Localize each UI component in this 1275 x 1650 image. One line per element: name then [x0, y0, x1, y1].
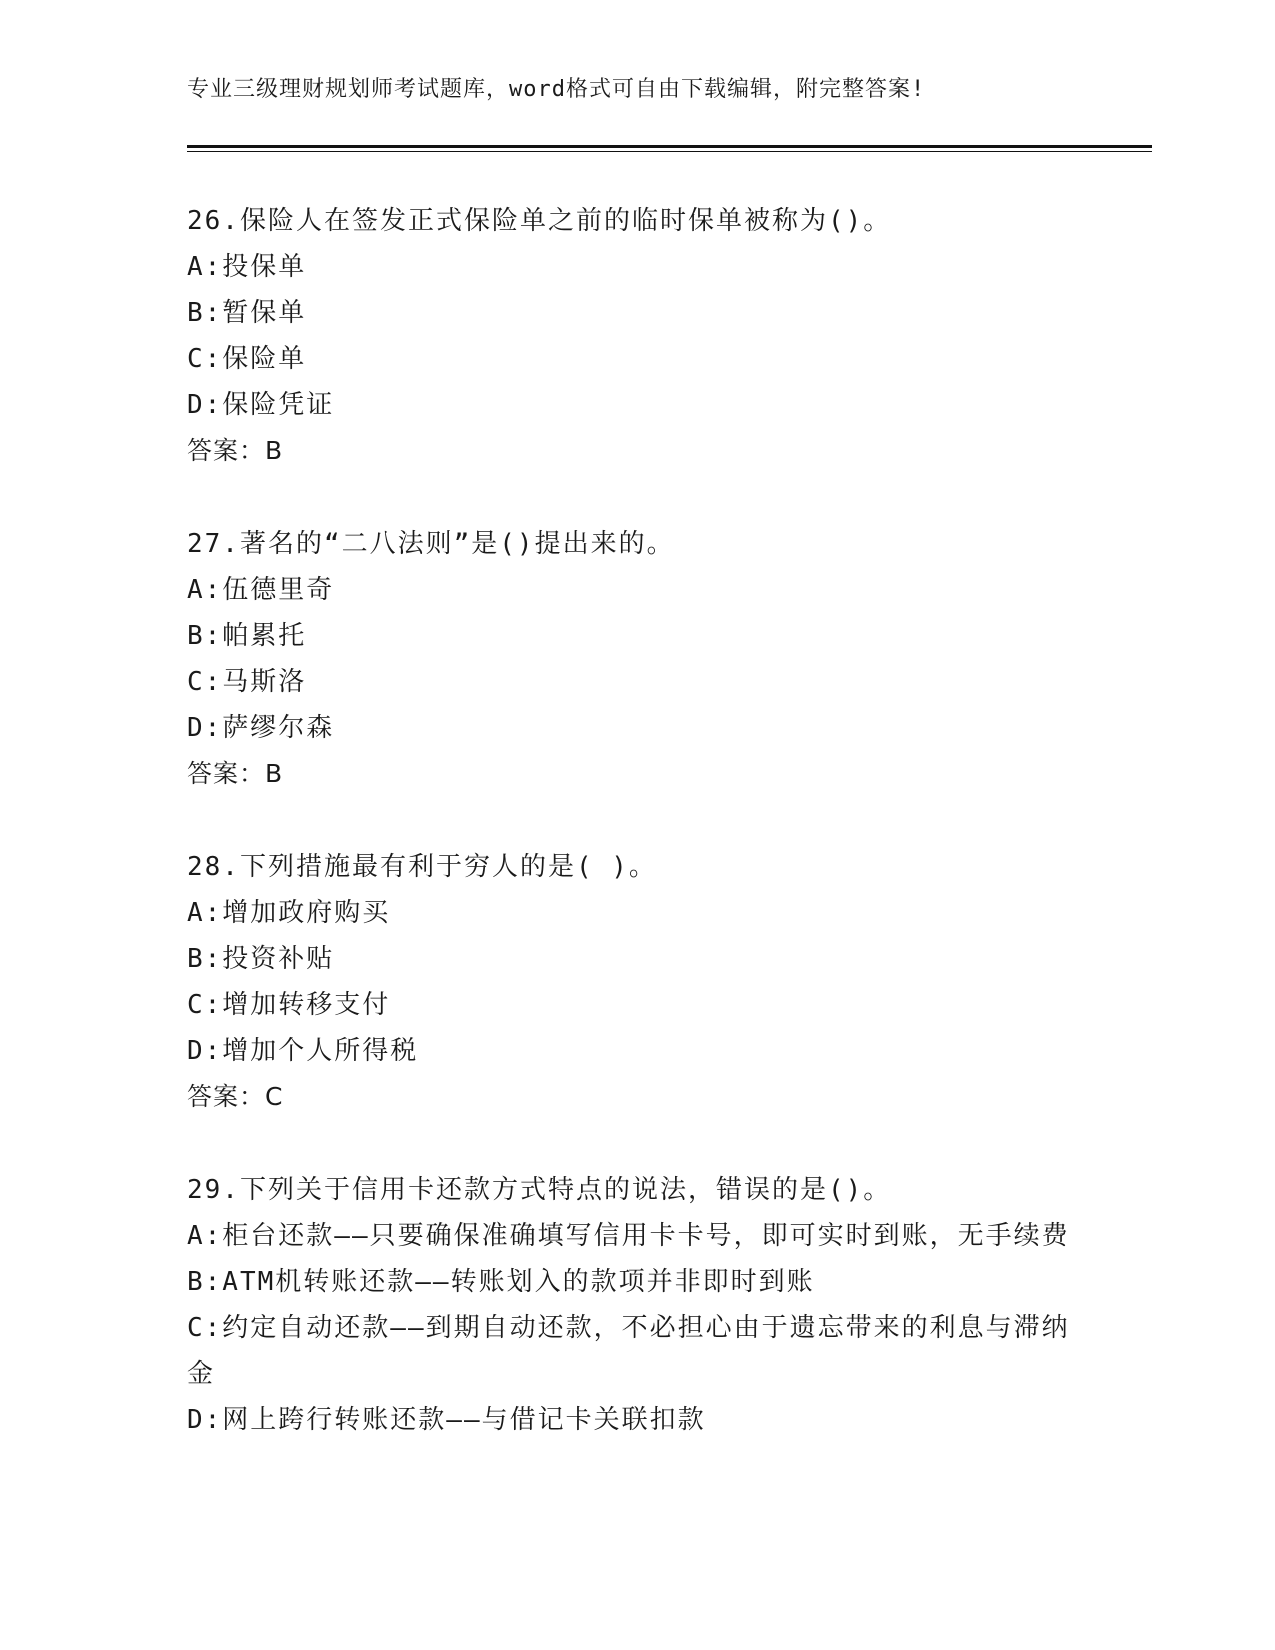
- answer: 答案：B: [187, 436, 284, 465]
- option-d: D:网上跨行转账还款——与借记卡关联扣款: [187, 1405, 706, 1435]
- option-c: C:约定自动还款——到期自动还款，不必担心由于遗忘带来的利息与滞纳金: [187, 1313, 1070, 1389]
- question-stem: 26.保险人在签发正式保险单之前的临时保单被称为()。: [187, 206, 892, 236]
- option-c: C:马斯洛: [187, 667, 307, 697]
- option-d: D:增加个人所得税: [187, 1036, 419, 1066]
- question-28: [187, 844, 1087, 1120]
- question-list: [187, 198, 1087, 1490]
- option-b: B:帕累托: [187, 621, 307, 651]
- page-header: 专业三级理财规划师考试题库，word格式可自由下载编辑，附完整答案!: [187, 77, 926, 102]
- question-stem: 27.著名的“二八法则”是()提出来的。: [187, 529, 675, 559]
- answer: 答案：B: [187, 759, 284, 788]
- question-stem: 29.下列关于信用卡还款方式特点的说法，错误的是()。: [187, 1175, 892, 1205]
- option-d: D:保险凭证: [187, 390, 335, 420]
- question-27: [187, 521, 1087, 797]
- option-d: D:萨缪尔森: [187, 713, 335, 743]
- question-stem: 28.下列措施最有利于穷人的是( )。: [187, 852, 657, 882]
- header-divider-thin: [187, 151, 1152, 152]
- option-b: B:ATM机转账还款——转账划入的款项并非即时到账: [187, 1267, 815, 1297]
- option-c: C:保险单: [187, 344, 307, 374]
- option-b: B:投资补贴: [187, 944, 335, 974]
- header-divider: [187, 145, 1152, 148]
- option-b: B:暂保单: [187, 298, 307, 328]
- option-a: A:伍德里奇: [187, 575, 335, 605]
- option-a: A:增加政府购买: [187, 898, 391, 928]
- option-c: C:增加转移支付: [187, 990, 391, 1020]
- answer: 答案：C: [187, 1082, 284, 1111]
- option-a: A:柜台还款——只要确保准确填写信用卡卡号，即可实时到账，无手续费: [187, 1221, 1070, 1251]
- option-a: A:投保单: [187, 252, 307, 282]
- question-29: [187, 1167, 1087, 1443]
- question-26: [187, 198, 1087, 474]
